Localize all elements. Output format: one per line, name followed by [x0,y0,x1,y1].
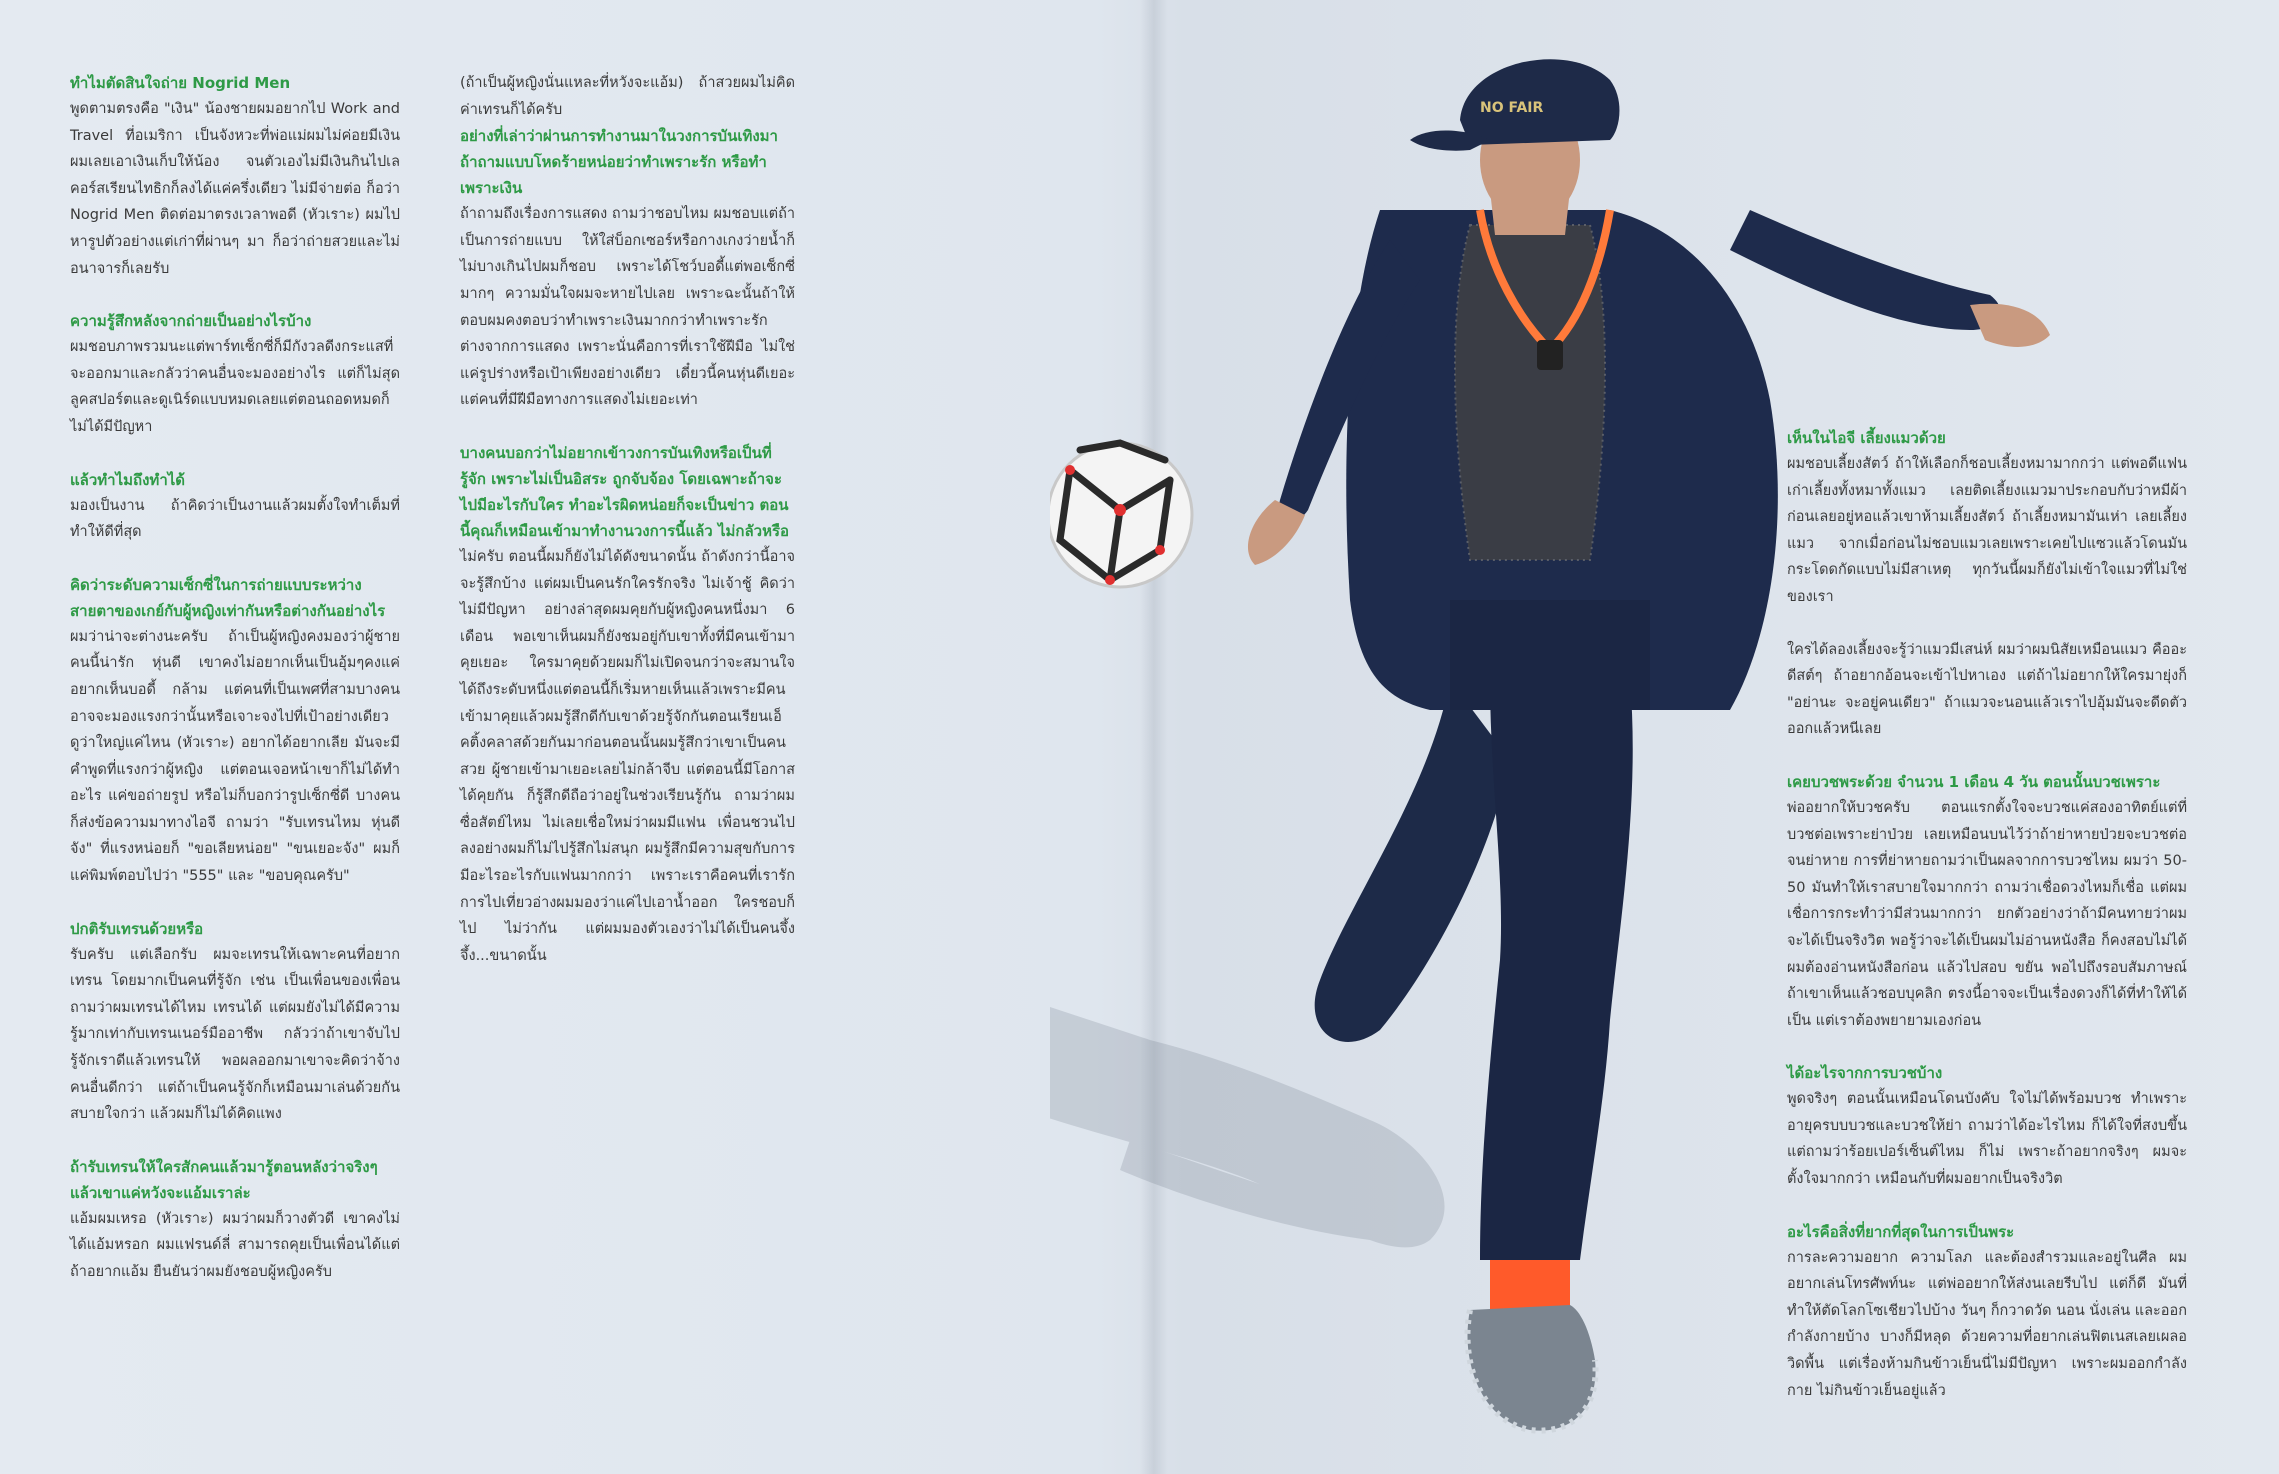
question-heading: ได้อะไรจากการบวชบ้าง [1787,1064,1943,1083]
qa-section [70,572,400,890]
question-heading: แล้วทำไมถึงทำได้ [70,470,186,489]
answer-paragraph: พูดจริงๆ ตอนนั้นเหมือนโดนบังคับ ใจไม่ได้พร้อมบวช ทำเพราะอายุครบบบวชและบวชให้ย่า ถามว่าได้อะไรไหม ก็ได้ใจที่สงบขึ้น แต่ถามว่าร้อยเปอร์เซ็นต์ไหม ก็ไม่ เพราะถ้าอยากจริงๆ ผมจะตั้งใจมากกว่า เหมือนกับที่ผมอยากเป็นจริงวิต [1787,1091,2187,1188]
question-heading: อย่างที่เล่าว่าผ่านการทำงานมาในวงการบันเทิงมา ถ้าถามแบบโหดร้ายหน่อยว่าทำเพราะรัก หรือทำเพราะเงิน [460,127,778,198]
answer-paragraph: ถ้าถามถึงเรื่องการแสดง ถามว่าชอบไหม ผมชอบแต่ถ้าเป็นการถ่ายแบบ ให้ใส่บ็อกเซอร์หรือกางเกงว่ายน้ำก็ไม่บางเกินไปผมก็ชอบ เพราะได้โชว์บอดี้แต่พอเซ็กซี่มากๆ ความมั่นใจผมจะหายไปเลย เพราะฉะนั้นถ้าให้ตอบผมคงตอบว่าทำเพราะเงินมากกว่าทำเพราะรัก ต่างจากการแสดง เพราะนั่นคือการที่เราใช้ฝีมือ ไม่ใช่แค่รูปร่างหรือเป้าเพียงอย่างเดียว เดี๋ยวนี้คนหุ่นดีเยอะ แต่คนที่มีฝีมือทางการแสดงไม่เยอะเท่า [460,206,795,409]
question-heading: เคยบวชพระด้วย จำนวน 1 เดือน 4 วัน ตอนนั้นบวชเพราะ [1787,772,2161,791]
question-heading: เห็นในไอจี เลี้ยงแมวด้วย [1787,429,1946,447]
qa-section [460,440,795,970]
answer-paragraph: รับครับ แต่เลือกรับ ผมจะเทรนให้เฉพาะคนที่อยากเทรน โดยมากเป็นคนที่รู้จัก เช่น เป็นเพื่อนของเพื่อน ถามว่าผมเทรนได้ไหม เทรนได้ แต่ผมยังไม่ได้มีความรู้มากเท่ากับเทรนเนอร์มืออาชีพ กลัวว่าถ้าเขาจับไปรู้จักเราดีแล้วเทรนให้ พอผลออกมาเขาจะคิดว่าจ้างคนอื่นดีกว่า แต่ถ้าเป็นคนรู้จักก็เหมือนมาเล่นด้วยกัน สบายใจกว่า แล้วผมก็ไม่ได้คิดแพง [70,946,400,1123]
qa-section [1787,425,2187,743]
qa-section [1787,1060,2187,1192]
qa-section [1787,1219,2187,1405]
qa-section [460,70,795,123]
qa-section [70,1154,400,1286]
answer-paragraph: การละความอยาก ความโลภ และต้องสำรวมและอยู่ในศีล ผมอยากเล่นโทรศัพท์นะ แต่พ่ออยากให้ส่งนเลยรีบไป แต่ก็ดี มันที่ทำให้ตัดโลกโซเชียวไปบ้าง วันๆ ก็กวาดวัด นอน นั่งเล่น และออกกำลังกายบ้าง บางก็มีหลุด ด้วยความที่อยากเล่นฟิตเนสเลยเผลอวิดพื้น แต่เรื่องห้ามกินข้าวเย็นนี่ไม่มีปัญหา เพราะผมออกกำลังกาย ไม่กินข้าวเย็นอยู่แล้ว [1787,1249,2187,1399]
question-heading: อะไรคือสิ่งที่ยากที่สุดในการเป็นพระ [1787,1222,2015,1241]
qa-section [70,308,400,440]
answer-paragraph: ใครได้ลองเลี้ยงจะรู้ว่าแมวมีเสน่ห์ ผมว่าผมนิสัยเหมือนแมว คืออะดีสต์ๆ ถ้าอยากอ้อนจะเข้าไปหาเอง แต่ถ้าไม่อยากให้ใครมายุ่งก็ "อย่านะ จะอยู่คนเดียว" ถ้าแมวจะนอนแล้วเราไปอุ้มมันจะดีดตัวออกแล้วหนีเลย [1787,641,2187,738]
answer-paragraph: ไม่ครับ ตอนนี้ผมก็ยังไม่ได้ดังขนาดนั้น ถ้าดังกว่านี้อาจจะรู้สึกบ้าง แต่ผมเป็นคนรักใครรักจริง ไม่เจ้าชู้ คิดว่าไม่มีปัญหา อย่างล่าสุดผมคุยกับผู้หญิงคนหนึ่งมา 6 เดือน พอเขาเห็นผมก็ยังชมอยู่กับเขาทั้งที่มีคนเข้ามาคุยเยอะ ใครมาคุยด้วยผมก็ไม่เปิดจนกว่าจะสมานใจได้ถึงระดับหนึ่งแต่ตอนนี้ก็เริ่มหายเห็นแล้วเพราะมีคนเข้ามาคุยแล้วผมรู้สึกดีกับเขาด้วยรู้จักกันตอนเรียนเอ็คติ้งคลาสด้วยกันมาก่อนตอนนั้นผมรู้สึกว่าเขาเป็นคนสวย ผู้ชายเข้ามาเยอะเลยไม่กล้าจีบ แต่ตอนนี้มีโอกาสได้คุยกัน ก็รู้สึกดีถือว่าอยู่ในช่วงเรียนรู้กัน ถามว่าผมซื่อสัตย์ไหม ไม่เลยเชื่อใหม่ว่าผมมีแฟน เพื่อนชวนไปลงอย่างผมก็ไม่ไปรู้สึกไม่สนุก ผมรู้สึกมีความสุขกับการมีอะไรอะไรกับแฟนมากกว่า เพราะเราคือคนที่เรารัก การไปเที่ยวอ่างผมมองว่าแค่ไปเอาน้ำออก ใครชอบก็ไป ไม่ว่ากัน แต่ผมมองตัวเองว่าไม่ได้เป็นคนจึ้งจึ้ง...ขนาดนั้น [460,548,795,964]
question-heading: บางคนบอกว่าไม่อยากเข้าวงการบันเทิงหรือเป็นที่รู้จัก เพราะไม่เป็นอิสระ ถูกจับจ้อง โดยเฉพาะถ้าจะไปมีอะไรกับใคร ทำอะไรผิดหน่อยก็จะเป็นข่าว ตอนนี้คุณก็เหมือนเข้ามาทำงานวงการนี้แล้ว ไม่กลัวหรือ [460,443,790,540]
qa-section [70,70,400,282]
qa-section [460,123,795,414]
answer-paragraph: มองเป็นงาน ถ้าคิดว่าเป็นงานแล้วผมตั้งใจทำเต็มที่ทำให้ดีที่สุด [70,497,400,541]
text-column-3 [1787,425,2187,1430]
question-heading: คิดว่าระดับความเซ็กซี่ในการถ่ายแบบระหว่างสายตาของเกย์กับผู้หญิงเท่ากันหรือต่างกันอย่างไร [70,575,386,620]
qa-section [70,916,400,1128]
text-column-2 [460,70,795,995]
answer-paragraph: (ถ้าเป็นผู้หญิงนั่นแหละที่หวังจะแอ้ม) ถ้าสวยผมไม่คิดค่าเทรนก็ได้ครับ [460,75,795,118]
soccer-ball [1050,443,1192,587]
qa-section [70,467,400,546]
cap-logo-text: NO FAIR [1480,100,1544,116]
question-heading: ความรู้สึกหลังจากถ่ายเป็นอย่างไรบ้าง [70,312,312,331]
answer-paragraph: ผมว่าน่าจะต่างนะครับ ถ้าเป็นผู้หญิงคงมองว่าผู้ชายคนนี้น่ารัก หุ่นดี เขาคงไม่อยากเห็นเป็นอุ้มๆคงแค่อยากเห็นบอดี้ กล้าม แต่คนที่เป็นเพศที่สามบางคนอาจจะมองแรงกว่านั้นหรือเจาะจงไปที่เป้าอย่างเดียว ดูว่าใหญ่แค่ไหน (หัวเราะ) อยากได้อยากเลีย มันจะมีคำพูดที่แรงกว่าผู้หญิง แต่ตอนเจอหน้าเขาก็ไม่ได้ทำอะไร แค่ขอถ่ายรูป หรือไม่ก็บอกว่ารูปเซ็กซี่ดี บางคนก็ส่งข้อความมาทางไอจี ถามว่า "รับเทรนไหม หุ่นดีจัง" ที่แรงหน่อยก็ "ขอเลียหน่อย" "ขนเยอะจัง" ผมก็แค่พิมพ์ตอบไปว่า "555" และ "ขอบคุณครับ" [70,628,400,885]
question-heading: ปกติรับเทรนด้วยหรือ [70,919,204,938]
text-column-1 [70,70,400,1312]
answer-paragraph: ผมชอบเลี้ยงสัตว์ ถ้าให้เลือกก็ชอบเลี้ยงหมามากกว่า แต่พอดีแฟนเก่าเลี้ยงทั้งหมาทั้งแมว เลยติดเลี้ยงแมวมาประกอบกับว่าหมีผ้าก่อนเลยอยู่หอแล้วเขาห้ามเลี้ยงสัตว์ ถ้าเลี้ยงหมามันเห่า เลยเลี้ยงแมว จากเมื่อก่อนไม่ชอบแมวเลยเพราะเคยไปแซวแล้วโดนมันกระโดดกัดแบบไม่มีสาเหตุ ทุกวันนี้ผมก็ยังไม่เข้าใจแมวที่ไม่ใช่ของเรา [1787,456,2187,605]
answer-paragraph: พูดตามตรงคือ "เงิน" น้องชายผมอยากไป Work and Travel ที่อเมริกา เป็นจังหวะที่พ่อแม่ผมไม่ค่อยมีเงิน ผมเลยเอาเงินเก็บให้น้อง จนตัวเองไม่มีเงินกินไปเลคอร์สเรียนไทธิกก็ลงได้แค่ครึ่งเดียว ไม่มีจ่ายต่อ ก็อว่า Nogrid Men ติดต่อมาตรงเวลาพอดี (หัวเราะ) ผมไปหารูปตัวอย่างแต่เก่าที่ผ่านๆ มา ก็อว่าถ่ายสวยและไม่อนาจารก็เลยรับ [70,101,400,277]
question-heading: ถ้ารับเทรนให้ใครสักคนแล้วมารู้ตอนหลังว่าจริงๆ แล้วเขาแค่หวังจะแอ้มเราล่ะ [70,1157,378,1202]
answer-paragraph: ผมชอบภาพรวมนะแต่พาร์ทเซ็กซี่ก็มีกังวลดีงกระแสที่จะออกมาและกลัวว่าคนอื่นจะมองอย่างไร แต่ก็ไม่สุด ลูคสปอร์ตและดูเนิร์ดแบบหมดเลยแต่ตอนถอดหมดก็ไม่ได้มีปัญหา [70,339,400,435]
answer-paragraph: แอ้มผมเหรอ (หัวเราะ) ผมว่าผมก็วางตัวดี เขาคงไม่ได้แอ้มหรอก ผมแฟรนด์ลี่ สามารถคุยเป็นเพื่อนได้แต่ถ้าอยากแอ้ม ยืนยันว่าผมยังชอบผู้หญิงครับ [70,1210,400,1280]
answer-paragraph: พ่ออยากให้บวชครับ ตอนแรกตั้งใจจะบวชแค่สองอาทิตย์แต่ที่บวชต่อเพราะย่าป่วย เลยเหมือนบนไว้ว่าถ้าย่าหายป่วยจะบวชต่อจนย่าหาย การที่ย่าหายถามว่าเป็นผลจากการบวชไหม ผมว่า 50-50 มันทำให้เราสบายใจมากกว่า ถามว่าเชื่อดวงไหมก็เชื่อ แต่ผมเชื่อการกระทำว่ามีส่วนมากกว่า ยกตัวอย่างว่าถ้ามีคนทายว่าผมจะได้เป็นจริงวิต พอรู้ว่าจะได้เป็นผมไม่อ่านหนังสือ ก็คงสอบไม่ได้ ผมต้องอ่านหนังสือก่อน แล้วไปสอบ ขยัน พอไปถึงรอบสัมภาษณ์ถ้าเขาเห็นแล้วชอบบุคลิก ตรงนี้อาจจะเป็นเรื่องดวงก็ได้ที่ทำให้ได้เป็น แต่เราต้องพยายามเองก่อน [1787,799,2187,1029]
question-heading: ทำไมตัดสินใจถ่าย Nogrid Men [70,74,291,92]
qa-section [1787,769,2187,1034]
